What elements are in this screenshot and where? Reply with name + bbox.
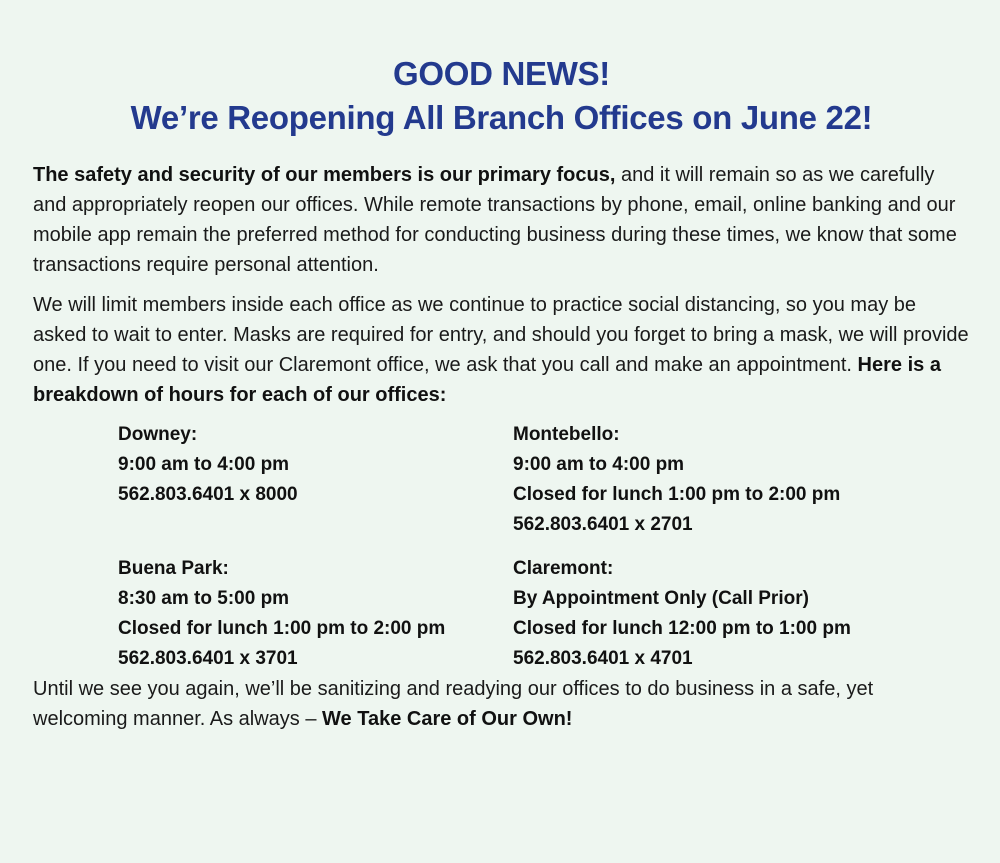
office-lunch: Closed for lunch 1:00 pm to 2:00 pm [513, 484, 841, 505]
office-hours: By Appointment Only (Call Prior) [513, 588, 809, 609]
office-phone: 562.803.6401 x 3701 [118, 648, 298, 669]
headline [33, 52, 970, 140]
office-lunch: Closed for lunch 12:00 pm to 1:00 pm [513, 618, 851, 639]
intro-text: and it will remain so as we carefully and appropriately reopen our offices. While remote transactions by phone, email, online banking and our mobile app remain the preferred method for conducting business during these times, we know that some transactions require personal attention. [33, 164, 957, 276]
office-phone: 562.803.6401 x 2701 [513, 514, 693, 535]
closing-text: Until we see you again, we’ll be sanitizing and readying our offices to do business in a safe, yet welcoming manner. As always – [33, 678, 874, 730]
office-hours: 9:00 am to 4:00 pm [513, 454, 685, 475]
closing-bold-text: We Take Care of Our Own! [322, 708, 573, 730]
closing-paragraph [33, 674, 970, 734]
office-lunch: Closed for lunch 1:00 pm to 2:00 pm [118, 618, 446, 639]
headline-line-2: We’re Reopening All Branch Offices on June 22! [130, 99, 873, 136]
office-claremont [513, 554, 953, 674]
office-name: Buena Park: [118, 558, 229, 579]
office-hours: 9:00 am to 4:00 pm [118, 454, 290, 475]
office-hours-grid [118, 420, 970, 674]
office-hours: 8:30 am to 5:00 pm [118, 588, 290, 609]
office-name: Montebello: [513, 424, 620, 445]
office-downey [118, 420, 513, 540]
intro-bold-text: The safety and security of our members is our primary focus, [33, 164, 616, 186]
office-phone: 562.803.6401 x 8000 [118, 484, 298, 505]
office-buena-park [118, 554, 513, 674]
policy-paragraph [33, 290, 970, 410]
policy-text: We will limit members inside each office as we continue to practice social distancing, so you may be asked to wait to enter. Masks are required for entry, and should you forget to bring a mask, we will provide one. If you need to visit our Claremont office, we ask that you call and make an appointment. [33, 294, 969, 376]
office-phone: 562.803.6401 x 4701 [513, 648, 693, 669]
intro-paragraph [33, 160, 970, 280]
office-montebello [513, 420, 953, 540]
office-name: Downey: [118, 424, 198, 445]
headline-line-1: GOOD NEWS! [393, 55, 610, 92]
office-name: Claremont: [513, 558, 614, 579]
policy-bold-text: Here is a breakdown of hours for each of our offices: [33, 354, 941, 406]
